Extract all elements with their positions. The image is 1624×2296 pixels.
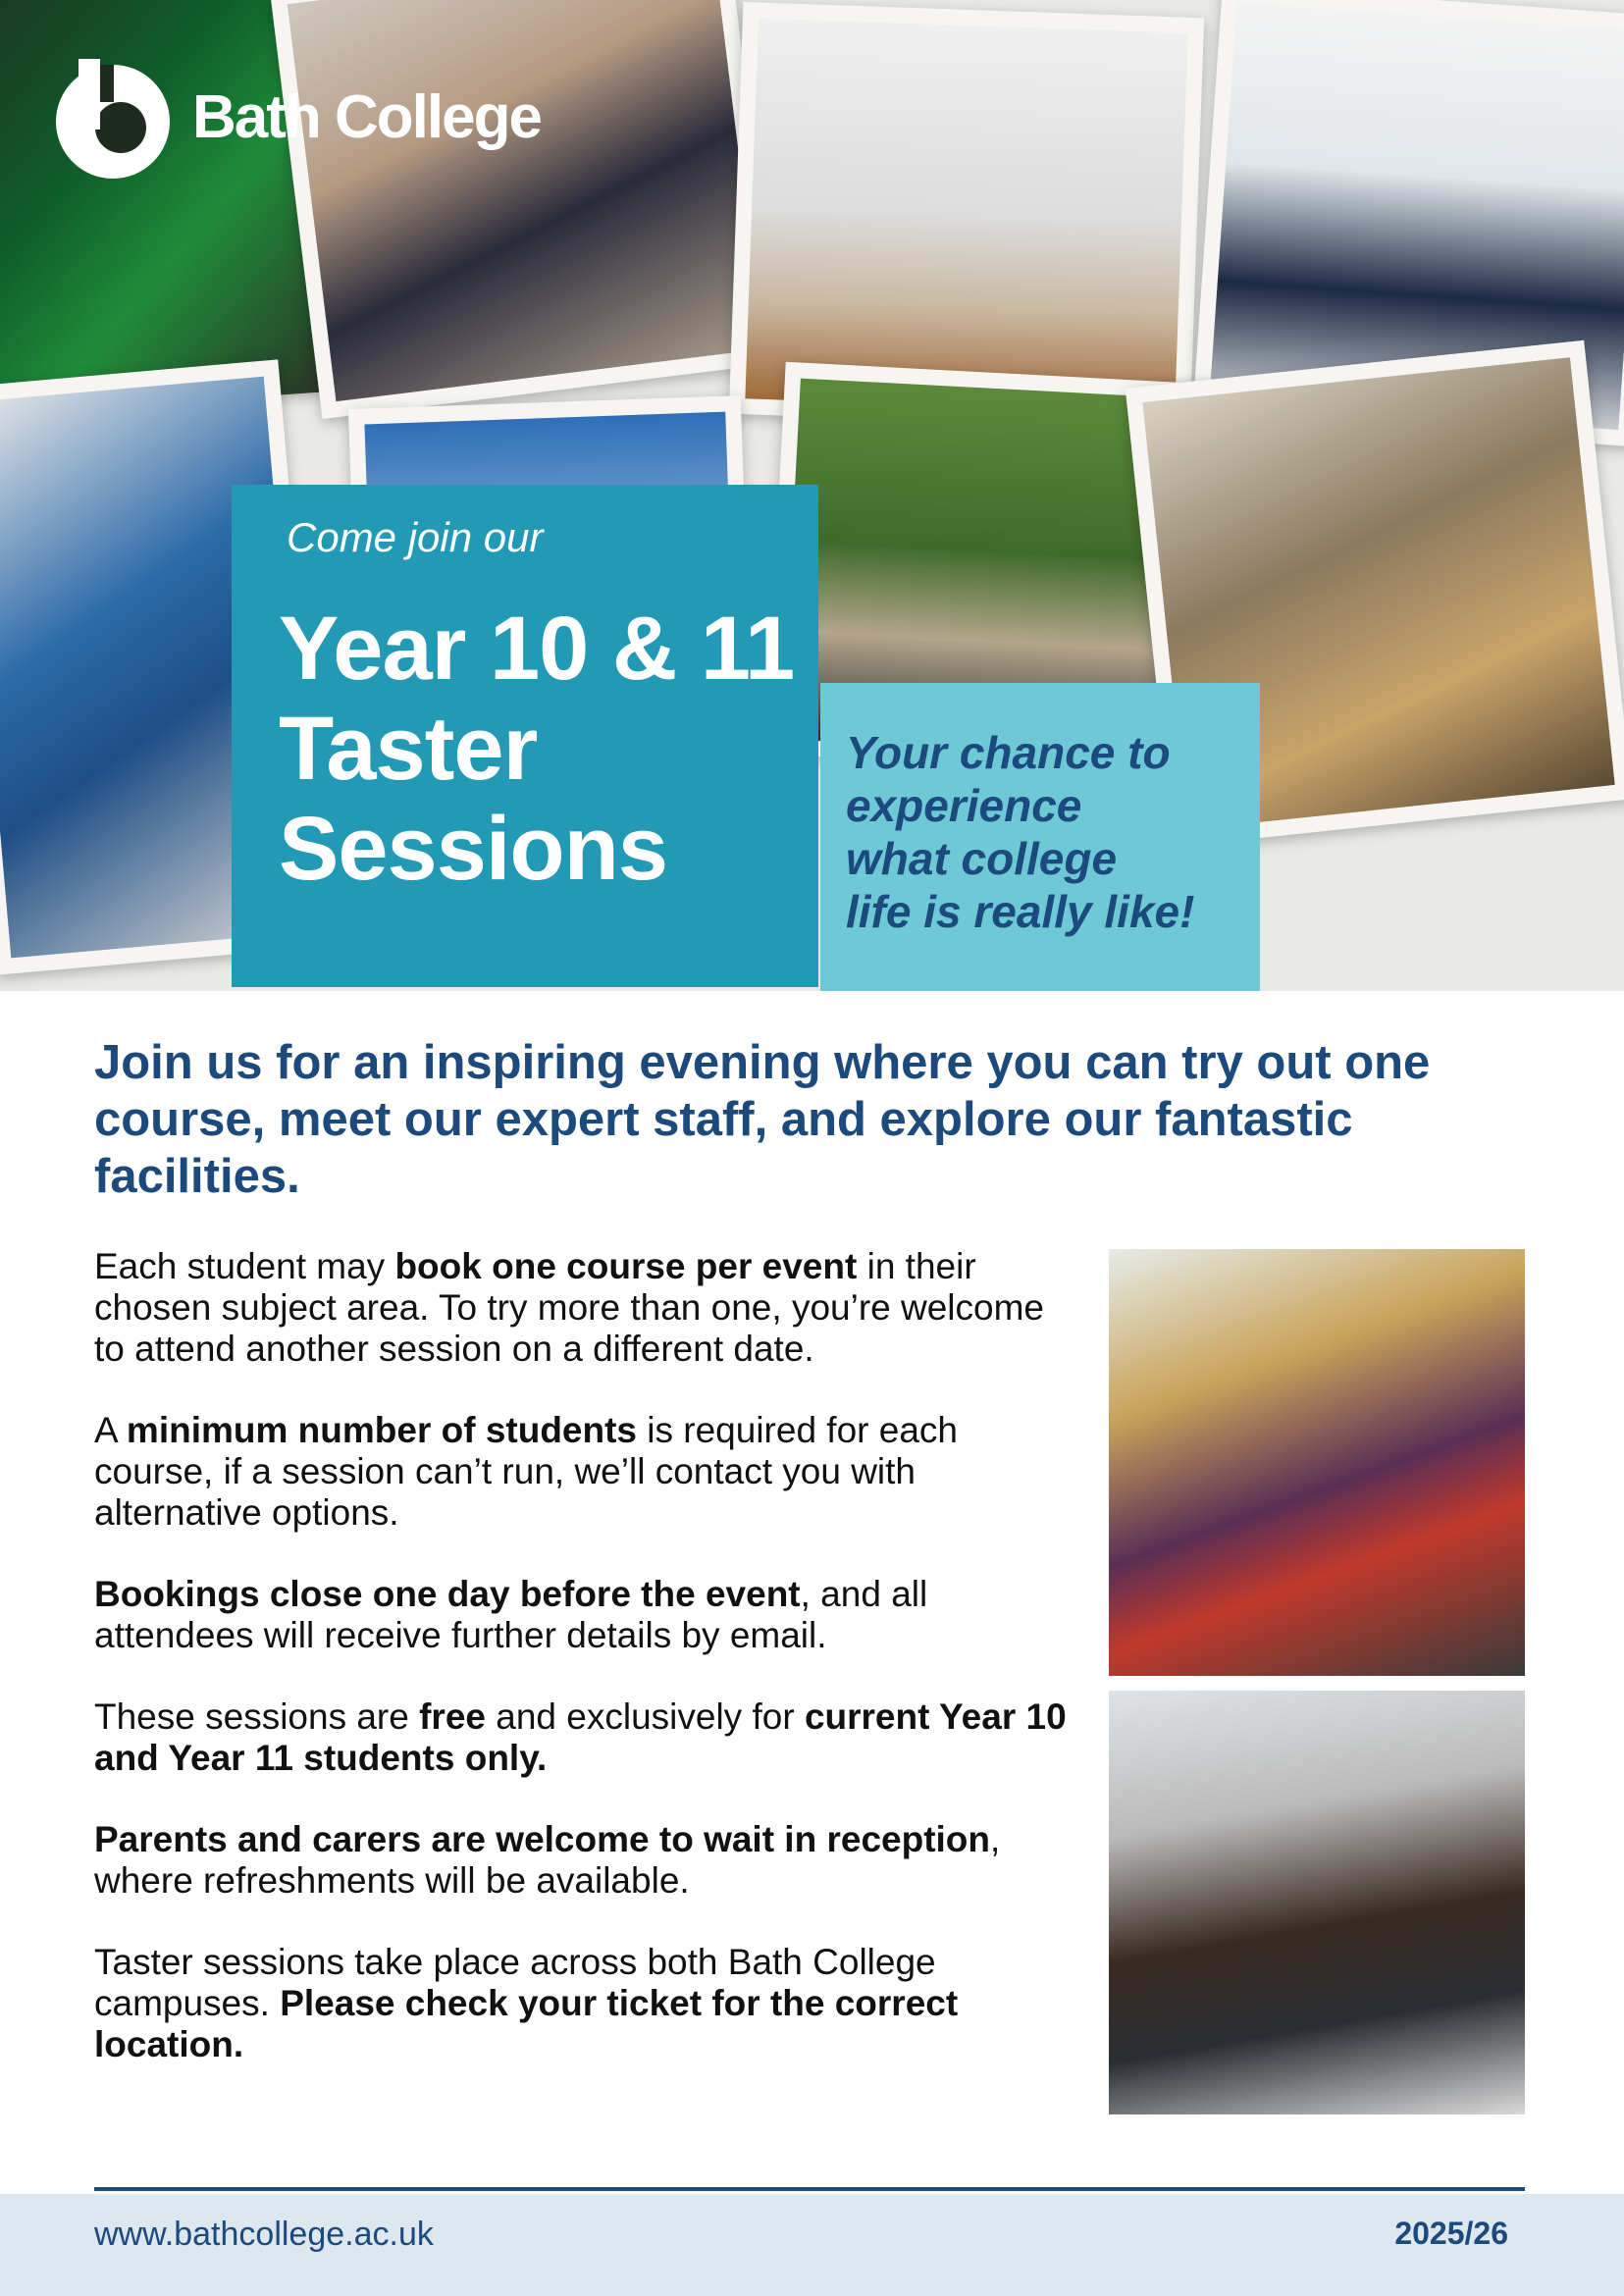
paragraph-free: [94, 1696, 1075, 1779]
logo-icon: [47, 51, 179, 183]
brand-name: Bath College: [192, 82, 541, 151]
tagline-line: life is really like!: [846, 886, 1195, 937]
text-bold: Bookings close one day before the event: [94, 1574, 801, 1614]
tagline-line: experience: [846, 780, 1082, 831]
title-line: Sessions: [279, 799, 667, 899]
paragraph-bookings-close: [94, 1574, 1075, 1656]
info-text: [94, 1246, 1075, 2106]
text-bold: minimum number of students: [126, 1410, 637, 1450]
tagline-box: [820, 683, 1260, 991]
text-run: is required for each course, if a session can’t run, we’ll contact you with alternative options.: [94, 1410, 959, 1533]
paragraph-parents: [94, 1819, 1075, 1902]
text-run: These sessions are: [94, 1696, 420, 1737]
text-bold: Please check your ticket for the correct location.: [94, 1983, 959, 2064]
paragraph-minimum: [94, 1410, 1075, 1534]
text-run: in their chosen subject area. To try more than one, you’re welcome to attend another session on a different date.: [94, 1246, 1044, 1369]
title-line: Year 10 & 11: [279, 599, 795, 699]
text-run: A: [94, 1410, 127, 1450]
text-bold: book one course per event: [394, 1246, 858, 1286]
tagline-line: what college: [846, 833, 1118, 884]
website-link[interactable]: www.bathcollege.ac.uk: [94, 2216, 434, 2253]
text-run: , and all attendees will receive further details by email.: [94, 1574, 928, 1655]
hero-collage: [0, 0, 1624, 991]
text-run: Taster sessions take place across both Bath College campuses.: [94, 1942, 936, 2023]
title-line: Taster: [279, 699, 538, 799]
paragraph-booking: [94, 1246, 1075, 1370]
photo-hairdressing-students: [1109, 1249, 1525, 1676]
text-run: Each student may: [94, 1246, 395, 1286]
text-run: , where refreshments will be available.: [94, 1819, 1001, 1901]
headline-box: [232, 485, 818, 987]
page-title: [279, 599, 818, 899]
text-bold: current Year 10 and Year 11 students only.: [94, 1696, 1067, 1778]
intro-heading: Join us for an inspiring evening where you can try out one course, meet our expert staff, and explore our fantastic facilities.: [94, 1036, 1431, 1203]
text-bold: free: [419, 1696, 486, 1737]
brand-logo: [47, 51, 541, 183]
tagline: [846, 726, 1240, 938]
paragraph-location: [94, 1942, 1075, 2065]
photo-stonemasonry-student: [1109, 1691, 1525, 2114]
tagline-line: Your chance to: [846, 727, 1171, 778]
headline-kicker: Come join our: [287, 514, 544, 560]
footer-divider: [94, 2187, 1525, 2191]
text-bold: Parents and carers are welcome to wait in reception: [94, 1819, 991, 1859]
academic-year: 2025/26: [1394, 2216, 1508, 2251]
text-run: and exclusively for: [486, 1696, 805, 1737]
